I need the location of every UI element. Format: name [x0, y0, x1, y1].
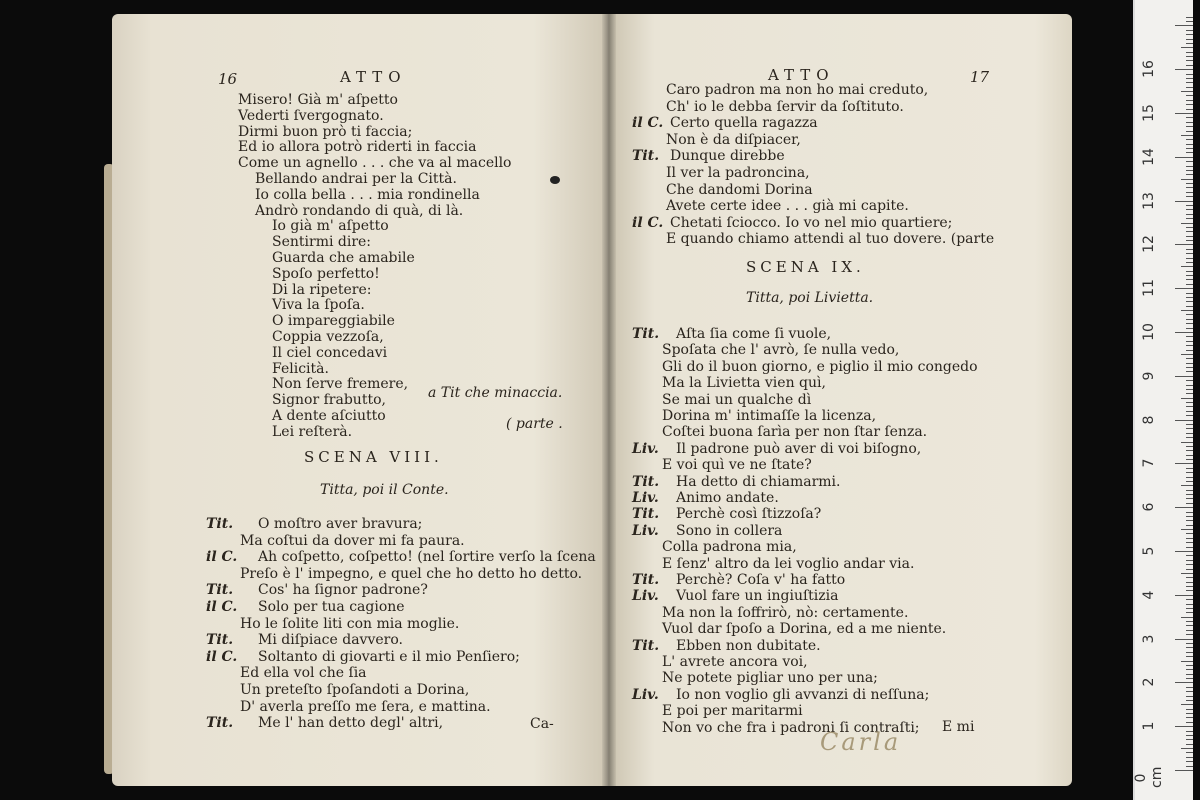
- ruler-tick: [1186, 131, 1193, 132]
- ruler-tick: [1186, 494, 1193, 495]
- verse-line: Ed io allora potrò riderti in faccia: [238, 139, 477, 156]
- ruler-tick: [1186, 78, 1193, 79]
- dialogue-line: Sono in collera: [676, 522, 783, 539]
- ruler-tick: [1186, 757, 1193, 758]
- ruler-tick: [1186, 214, 1193, 215]
- ruler-tick: [1175, 595, 1193, 596]
- speaker-label: Liv.: [632, 440, 659, 457]
- ruler-tick: [1175, 639, 1193, 640]
- ruler-tick: [1186, 428, 1193, 429]
- ruler-tick: [1186, 148, 1193, 149]
- ruler-tick: [1186, 691, 1193, 692]
- verse-line: Lei reſterà.: [272, 423, 353, 440]
- ruler-tick: [1175, 376, 1193, 377]
- ruler-tick: [1186, 293, 1193, 294]
- dialogue-line: Ebben non dubitate.: [676, 637, 821, 654]
- ruler-tick: [1186, 547, 1193, 548]
- dialogue-line: Preſo è l' impegno, e quel che ho detto ho detto.: [240, 565, 583, 582]
- dialogue-line: E quando chiamo attendi al tuo dovere. (parte: [666, 231, 995, 248]
- ruler-tick: [1186, 415, 1193, 416]
- verse-line: Signor frabutto,: [272, 392, 386, 409]
- ruler-tick: [1186, 218, 1193, 219]
- speaker-label: Tit.: [632, 506, 660, 523]
- speaker-label: il C.: [632, 214, 664, 231]
- dialogue-line: Spoſata che l' avrò, ſe nulla vedo,: [662, 342, 900, 359]
- ruler-tick: [1186, 669, 1193, 670]
- ruler-tick: [1186, 402, 1193, 403]
- ruler-tick: [1186, 126, 1193, 127]
- speaker-label: Liv.: [632, 490, 659, 506]
- ruler-tick: [1186, 678, 1193, 679]
- ruler-tick: [1186, 253, 1193, 254]
- left-page-number: 16: [218, 70, 238, 88]
- verse-line: O impareggiabile: [272, 313, 395, 330]
- dialogue-line: Perchè così ſtizzoſa?: [676, 506, 822, 523]
- ruler-tick: [1186, 643, 1193, 644]
- ruler-tick: [1186, 196, 1193, 197]
- ruler-tick: [1186, 209, 1193, 210]
- ruler-tick: [1186, 406, 1193, 407]
- ruler-number: 2: [1141, 677, 1157, 687]
- ruler-tick: [1175, 288, 1193, 289]
- ruler-tick: [1181, 310, 1193, 311]
- ruler-tick: [1186, 564, 1193, 565]
- speaker-label: Tit.: [632, 148, 660, 165]
- ruler-number: 16: [1141, 60, 1157, 79]
- ruler-tick: [1175, 244, 1193, 245]
- verse-line: Coppia vezzoſa,: [272, 329, 384, 345]
- ruler-tick: [1181, 223, 1193, 224]
- left-running-head: ATTO: [340, 68, 407, 86]
- ruler-tick: [1186, 385, 1193, 386]
- ruler-tick: [1186, 696, 1193, 697]
- speaker-label: il C.: [206, 599, 238, 615]
- ruler-tick: [1186, 761, 1193, 762]
- speaker-label: il C.: [632, 115, 664, 132]
- ruler-number: 14: [1141, 147, 1157, 166]
- open-book: [112, 14, 1072, 786]
- ruler-tick: [1186, 498, 1193, 499]
- speaker-label: Tit.: [632, 637, 660, 654]
- stage-direction: a Tit che minaccia.: [428, 385, 563, 401]
- ruler-tick: [1186, 735, 1193, 736]
- ruler-number: 1: [1141, 721, 1157, 731]
- ruler-tick: [1186, 630, 1193, 631]
- ruler-tick: [1175, 69, 1193, 70]
- ruler-tick: [1186, 604, 1193, 605]
- dialogue-line: Io non voglio gli avvanzi di neſſuna;: [676, 686, 930, 703]
- ink-blot: [550, 176, 560, 184]
- dialogue-line: Chetati ſciocco. Io vo nel mio quartiere;: [670, 214, 953, 231]
- ruler-number: 7: [1141, 458, 1157, 468]
- right-page: [608, 14, 1072, 786]
- dialogue-line: Che dandomi Dorina: [666, 181, 813, 198]
- ruler-tick: [1186, 766, 1193, 767]
- dialogue-line: Il padrone può aver di voi biſogno,: [676, 440, 922, 457]
- verse-line: Come un agnello . . . che va al macello: [238, 155, 512, 172]
- verse-line: Di la ripetere:: [272, 281, 372, 298]
- ruler-number: 3: [1141, 634, 1157, 644]
- ruler-tick: [1186, 459, 1193, 460]
- ruler-tick: [1186, 590, 1193, 591]
- ruler-tick: [1186, 65, 1193, 66]
- ruler-tick: [1186, 152, 1193, 153]
- ruler-tick: [1186, 656, 1193, 657]
- ruler-tick: [1175, 420, 1193, 421]
- ruler-tick: [1186, 328, 1193, 329]
- ruler-tick: [1186, 586, 1193, 587]
- ruler-tick: [1186, 731, 1193, 732]
- ruler-tick: [1186, 100, 1193, 101]
- book-gutter: [602, 14, 616, 786]
- verse-line: Spoſo perfetto!: [272, 265, 380, 282]
- ruler-tick: [1186, 608, 1193, 609]
- scene-persons: Titta, poi il Conte.: [320, 482, 449, 498]
- ruler-number: 4: [1141, 590, 1157, 600]
- ruler-tick: [1186, 520, 1193, 521]
- ruler-tick: [1186, 323, 1193, 324]
- ruler-tick: [1186, 39, 1193, 40]
- dialogue-line: Ma coſtui da dover mi fa paura.: [240, 532, 465, 549]
- ruler-number: 8: [1141, 415, 1157, 425]
- speaker-label: il C.: [206, 648, 238, 665]
- ruler-tick: [1186, 446, 1193, 447]
- verse-line: Guarda che amabile: [272, 250, 415, 266]
- speaker-label: Tit.: [632, 572, 660, 588]
- catchword: Ca-: [530, 716, 554, 732]
- ruler-tick: [1186, 104, 1193, 105]
- ruler-tick: [1186, 166, 1193, 167]
- ruler-tick: [1186, 231, 1193, 232]
- ruler-tick: [1186, 542, 1193, 543]
- ruler-tick: [1186, 34, 1193, 35]
- catchword: E mi: [942, 719, 975, 735]
- dialogue-line: Cos' ha ſignor padrone?: [258, 582, 428, 599]
- verse-line: Io già m' aſpetto: [272, 218, 389, 235]
- handwritten-note: Carla: [820, 728, 902, 756]
- stage-direction: ( parte .: [506, 416, 563, 432]
- right-page-number: 17: [970, 68, 990, 86]
- ruler-tick: [1186, 752, 1193, 753]
- dialogue-line: Ha detto di chiamarmi.: [676, 473, 841, 490]
- ruler-tick: [1186, 367, 1193, 368]
- dialogue-line: Coſtei buona ſarìa per non ſtar ſenza.: [662, 424, 928, 441]
- ruler-number: 10: [1141, 323, 1157, 341]
- ruler-tick: [1186, 174, 1193, 175]
- ruler-tick: [1186, 271, 1193, 272]
- ruler-tick: [1186, 275, 1193, 276]
- ruler-tick: [1186, 389, 1193, 390]
- ruler-tick: [1186, 709, 1193, 710]
- dialogue-line: Vuol dar ſpoſo a Dorina, ed a me niente.: [662, 621, 947, 638]
- ruler-tick: [1186, 205, 1193, 206]
- ruler-tick: [1186, 358, 1193, 359]
- ruler-tick: [1186, 393, 1193, 394]
- ruler-tick: [1186, 569, 1193, 570]
- ruler-tick: [1186, 634, 1193, 635]
- dialogue-line: Ah coſpetto, coſpetto! (nel ſortire verſo la ſcena: [258, 549, 596, 566]
- dialogue-line: Un preteſto ſpoſandoti a Dorina,: [240, 682, 470, 698]
- ruler-tick: [1186, 525, 1193, 526]
- ruler-tick: [1186, 345, 1193, 346]
- ruler-tick: [1186, 424, 1193, 425]
- ruler-tick: [1186, 433, 1193, 434]
- ruler-tick: [1186, 722, 1193, 723]
- ruler-tick: [1186, 279, 1193, 280]
- verse-line: Dirmi buon prò ti faccia;: [238, 123, 413, 140]
- ruler-tick: [1186, 336, 1193, 337]
- ruler-tick: [1186, 625, 1193, 626]
- ruler-tick: [1175, 507, 1193, 508]
- verse-line: Felicità.: [272, 360, 329, 377]
- ruler-tick: [1186, 371, 1193, 372]
- verse-line: Sentirmi dire:: [272, 234, 372, 251]
- dialogue-line: Caro padron ma non ho mai creduto,: [666, 82, 929, 98]
- ruler-tick: [1186, 477, 1193, 478]
- speaker-label: Liv.: [632, 686, 659, 703]
- ruler-tick: [1186, 249, 1193, 250]
- speaker-label: Tit.: [206, 582, 234, 599]
- verse-line: Viva la ſpoſa.: [272, 297, 365, 314]
- ruler-tick: [1186, 612, 1193, 613]
- ruler-tick: [1186, 555, 1193, 556]
- ruler-tick: [1186, 713, 1193, 714]
- ruler-tick: [1186, 503, 1193, 504]
- ruler-tick: [1181, 573, 1193, 574]
- ruler-tick: [1186, 739, 1193, 740]
- dialogue-line: Certo quella ragazza: [670, 115, 818, 132]
- ruler-tick: [1181, 485, 1193, 486]
- ruler-tick: [1175, 201, 1193, 202]
- dialogue-line: Ma non la ſoffrirò, nò: certamente.: [662, 604, 909, 621]
- ruler-tick: [1186, 700, 1193, 701]
- verse-line: Non ſerve fremere,: [272, 376, 409, 393]
- speaker-label: Tit.: [206, 516, 234, 532]
- dialogue-line: Se mai un qualche dì: [662, 391, 812, 408]
- ruler-tick: [1181, 398, 1193, 399]
- speaker-label: Tit.: [206, 715, 234, 732]
- ruler-tick: [1175, 25, 1193, 26]
- dialogue-line: D' averla preſſo me ſera, e mattina.: [240, 698, 491, 715]
- ruler-tick: [1186, 297, 1193, 298]
- ruler-tick: [1175, 682, 1193, 683]
- verse-line: A dente aſciutto: [272, 408, 386, 424]
- dialogue-line: Non vo che fra i padroni ſi contraſti;: [662, 719, 920, 736]
- ruler-tick: [1186, 582, 1193, 583]
- speaker-label: il C.: [206, 549, 238, 566]
- ruler-tick: [1186, 95, 1193, 96]
- ruler-number: 12: [1141, 235, 1157, 254]
- ruler-tick: [1181, 354, 1193, 355]
- dialogue-line: Aſta ſia come ſi vuole,: [676, 326, 832, 342]
- verse-line: Il ciel concedavi: [272, 344, 388, 361]
- dialogue-line: E voi quì ve ne ſtate?: [662, 457, 812, 474]
- ruler-tick: [1181, 179, 1193, 180]
- ruler-number: 11: [1141, 279, 1157, 298]
- dialogue-line: Perchè? Coſa v' ha fatto: [676, 572, 846, 588]
- ruler-tick: [1186, 621, 1193, 622]
- ruler-tick: [1186, 301, 1193, 302]
- dialogue-line: L' avrete ancora voi,: [662, 654, 808, 670]
- speaker-label: Liv.: [632, 522, 659, 539]
- ruler-tick: [1186, 319, 1193, 320]
- dialogue-line: Ma la Livietta vien quì,: [662, 375, 826, 392]
- ruler-tick: [1186, 21, 1193, 22]
- ruler-tick: [1186, 512, 1193, 513]
- dialogue-line: Ch' io le debba ſervir da ſoſtituto.: [666, 98, 904, 115]
- ruler-tick: [1186, 560, 1193, 561]
- ruler-tick: [1186, 599, 1193, 600]
- ruler-tick: [1186, 122, 1193, 123]
- ruler-number: 0 cm: [1133, 766, 1165, 788]
- dialogue-line: Solo per tua cagione: [258, 599, 405, 615]
- dialogue-line: Ed ella vol che ſia: [240, 665, 367, 682]
- scene-persons: Titta, poi Livietta.: [746, 290, 874, 306]
- ruler-tick: [1181, 266, 1193, 267]
- ruler-tick: [1186, 87, 1193, 88]
- ruler-tick: [1181, 529, 1193, 530]
- ruler-tick: [1186, 350, 1193, 351]
- ruler-tick: [1186, 468, 1193, 469]
- ruler-tick: [1186, 665, 1193, 666]
- ruler-tick: [1186, 240, 1193, 241]
- ruler-tick: [1175, 770, 1193, 771]
- ruler-tick: [1186, 538, 1193, 539]
- ruler-number: 15: [1141, 104, 1157, 122]
- ruler-tick: [1186, 170, 1193, 171]
- ruler-tick: [1186, 284, 1193, 285]
- dialogue-line: Vuol fare un ingiuſtizia: [676, 588, 839, 605]
- ruler-tick: [1186, 56, 1193, 57]
- speaker-label: Tit.: [632, 326, 660, 342]
- ruler-tick: [1181, 704, 1193, 705]
- ruler-tick: [1186, 262, 1193, 263]
- ruler-tick: [1186, 472, 1193, 473]
- ruler-tick: [1186, 674, 1193, 675]
- verse-line: Vederti ſvergognato.: [238, 107, 384, 124]
- ruler-tick: [1175, 113, 1193, 114]
- ruler-tick: [1186, 258, 1193, 259]
- speaker-label: Liv.: [632, 588, 659, 605]
- ruler-tick: [1186, 117, 1193, 118]
- ruler-tick: [1175, 157, 1193, 158]
- dialogue-line: E ſenz' altro da lei voglio andar via.: [662, 555, 915, 572]
- speaker-label: Tit.: [632, 473, 660, 490]
- ruler-tick: [1186, 455, 1193, 456]
- dialogue-line: Dunque direbbe: [670, 148, 785, 165]
- ruler-tick: [1186, 236, 1193, 237]
- ruler-tick: [1181, 748, 1193, 749]
- dialogue-line: Animo andate.: [676, 490, 779, 506]
- ruler-number: 6: [1141, 502, 1157, 512]
- ruler-tick: [1181, 442, 1193, 443]
- dialogue-line: E poi per maritarmi: [662, 703, 803, 720]
- dialogue-line: Il ver la padroncina,: [666, 165, 810, 181]
- ruler-tick: [1186, 82, 1193, 83]
- ruler-tick: [1181, 661, 1193, 662]
- ruler-tick: [1186, 227, 1193, 228]
- speaker-label: Tit.: [206, 632, 234, 649]
- ruler-tick: [1186, 144, 1193, 145]
- dialogue-line: Ho le ſolite liti con mia moglie.: [240, 615, 460, 632]
- ruler-tick: [1186, 17, 1193, 18]
- ruler-tick: [1186, 183, 1193, 184]
- scene-title: SCENA IX.: [746, 258, 865, 276]
- ruler-tick: [1175, 332, 1193, 333]
- dialogue-line: Me l' han detto degl' altri,: [258, 715, 444, 732]
- ruler-tick: [1186, 109, 1193, 110]
- ruler-tick: [1186, 647, 1193, 648]
- dialogue-line: Gli do il buon giorno, e piglio il mio congedo: [662, 358, 978, 375]
- dialogue-line: Ne potete pigliar uno per una;: [662, 670, 878, 687]
- ruler-tick: [1186, 139, 1193, 140]
- ruler-tick: [1186, 60, 1193, 61]
- ruler-tick: [1181, 135, 1193, 136]
- dialogue-line: Non è da diſpiacer,: [666, 131, 801, 148]
- dialogue-line: Mi diſpiace davvero.: [258, 632, 403, 649]
- ruler-tick: [1186, 306, 1193, 307]
- ruler-tick: [1186, 687, 1193, 688]
- ruler-tick: [1186, 717, 1193, 718]
- ruler-tick: [1186, 161, 1193, 162]
- dialogue-line: Colla padrona mia,: [662, 539, 797, 556]
- ruler-number: 13: [1141, 191, 1157, 210]
- ruler-tick: [1186, 341, 1193, 342]
- ruler-tick: [1186, 533, 1193, 534]
- measurement-ruler: [1133, 0, 1193, 800]
- ruler-tick: [1175, 726, 1193, 727]
- right-running-head: ATTO: [768, 66, 835, 84]
- left-page: [112, 14, 608, 786]
- verse-line: Io colla bella . . . mia rondinella: [255, 186, 480, 203]
- dialogue-line: O moſtro aver bravura;: [258, 516, 423, 532]
- ruler-tick: [1186, 74, 1193, 75]
- verse-line: Bellando andrai per la Città.: [255, 171, 457, 187]
- ruler-tick: [1186, 411, 1193, 412]
- dialogue-line: Avete certe idee . . . già mi capite.: [666, 198, 909, 215]
- ruler-tick: [1181, 617, 1193, 618]
- ruler-tick: [1186, 192, 1193, 193]
- ruler-tick: [1186, 437, 1193, 438]
- ruler-tick: [1186, 43, 1193, 44]
- ruler-tick: [1186, 481, 1193, 482]
- ruler-tick: [1186, 52, 1193, 53]
- ruler-tick: [1186, 380, 1193, 381]
- ruler-tick: [1186, 314, 1193, 315]
- dialogue-line: Soltanto di giovarti e il mio Penſiero;: [258, 648, 520, 665]
- ruler-tick: [1186, 30, 1193, 31]
- ruler-number: 5: [1141, 546, 1157, 556]
- verse-line: Andrò rondando di quà, di là.: [255, 202, 464, 219]
- ruler-tick: [1186, 744, 1193, 745]
- ruler-tick: [1186, 450, 1193, 451]
- ruler-tick: [1186, 516, 1193, 517]
- ruler-tick: [1186, 187, 1193, 188]
- ruler-tick: [1181, 91, 1193, 92]
- ruler-tick: [1186, 652, 1193, 653]
- verse-line: Misero! Già m' aſpetto: [238, 92, 398, 108]
- ruler-tick: [1175, 551, 1193, 552]
- ruler-tick: [1175, 463, 1193, 464]
- ruler-tick: [1186, 577, 1193, 578]
- scene-title: SCENA VIII.: [304, 448, 443, 466]
- ruler-tick: [1186, 363, 1193, 364]
- ruler-number: 9: [1141, 371, 1157, 381]
- ruler-tick: [1181, 47, 1193, 48]
- dialogue-line: Dorina m' intimaſſe la licenza,: [662, 408, 877, 424]
- ruler-tick: [1186, 490, 1193, 491]
